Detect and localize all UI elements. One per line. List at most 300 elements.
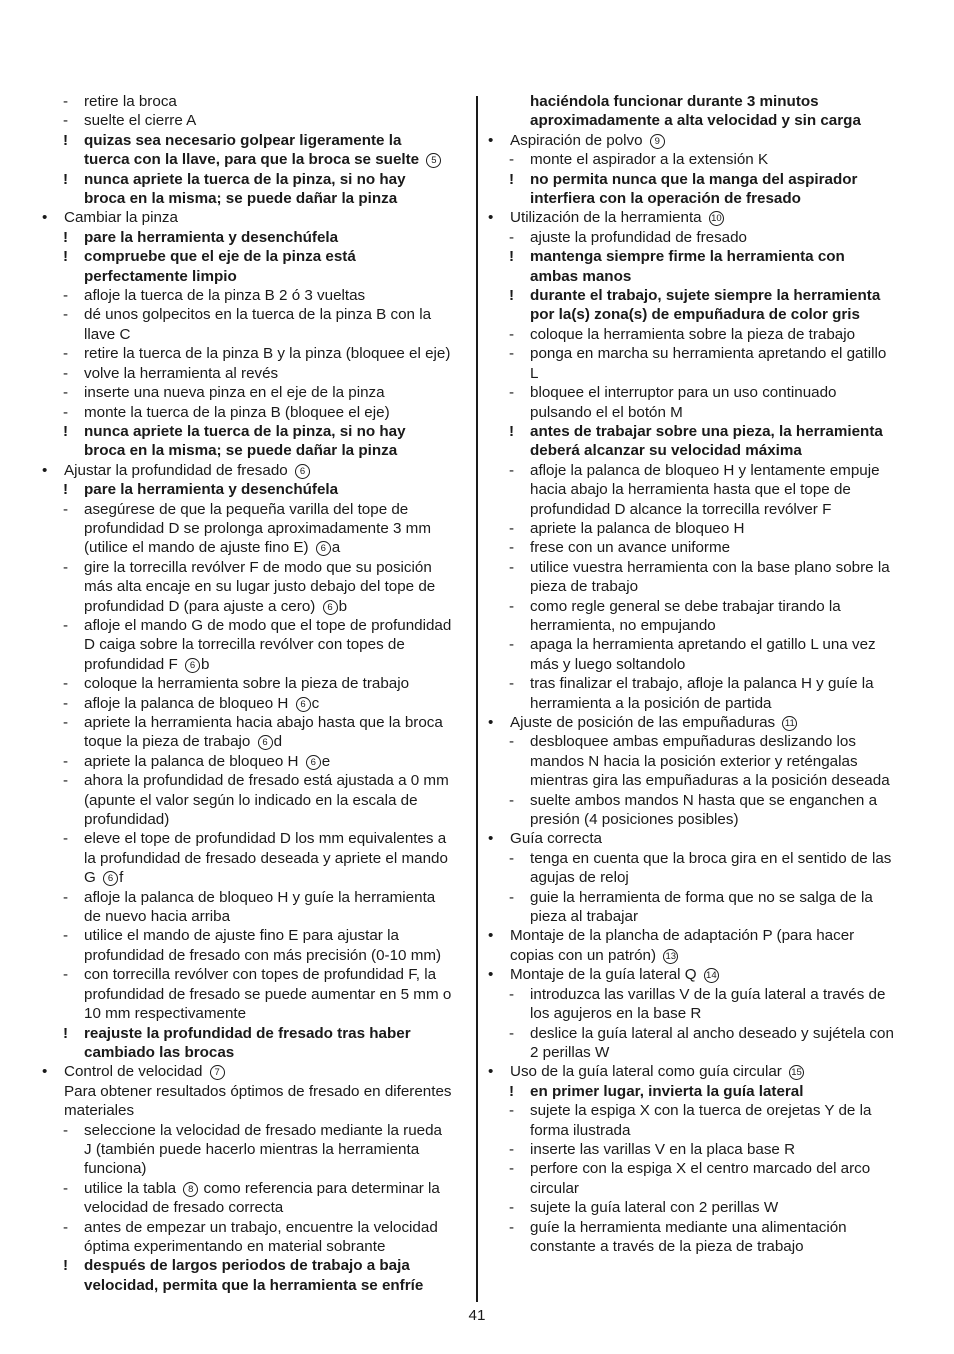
dash-icon: -: [509, 733, 515, 751]
continuation-line: [488, 752, 908, 771]
item-text: circular: [530, 1179, 579, 1197]
item-text: Aspiración de polvo: [510, 131, 643, 149]
dash-icon: -: [63, 558, 69, 576]
dash-icon: -: [63, 752, 69, 770]
figure-reference-icon: 8: [183, 1182, 198, 1197]
dash-item: [488, 597, 908, 616]
warning-item: [42, 422, 468, 441]
figure-reference-icon: 13: [663, 949, 678, 964]
item-text: dé unos golpecitos en la tuerca de la pinza B con la: [84, 306, 432, 324]
dash-icon: -: [63, 888, 69, 906]
warning-continuation-line: [488, 305, 908, 324]
item-text: forma ilustrada: [530, 1121, 631, 1139]
bullet-icon: •: [488, 927, 494, 945]
item-text: interfiera con la operación de fresado: [530, 190, 801, 208]
continuation-line: [488, 655, 908, 674]
dash-icon: -: [509, 461, 515, 479]
item-text: sujete la guía lateral con 2 perillas W: [530, 1199, 779, 1217]
dash-item: [42, 965, 468, 984]
continuation-line: [42, 810, 468, 829]
dash-icon: -: [509, 1199, 515, 1217]
dash-item: [42, 888, 468, 907]
continuation-line: [488, 1121, 908, 1140]
item-text: afloje la palanca de bloqueo H: [84, 694, 289, 712]
dash-icon: -: [63, 714, 69, 731]
warning-item: [42, 1024, 468, 1043]
paragraph-line: [42, 1101, 468, 1120]
item-text: volve la herramienta al revés: [84, 364, 279, 382]
dash-item: [42, 752, 468, 771]
item-text: pare la herramienta y desenchúfela: [84, 228, 339, 246]
item-text: D caiga sobre la torrecilla revólver con topes de: [84, 636, 405, 654]
continuation-line: [42, 325, 468, 344]
item-text: 10 mm respectivamente: [84, 1005, 247, 1023]
dash-item: [488, 150, 908, 169]
item-text: profundidad de fresado se puede aumentar en 5 mm o: [84, 985, 452, 1003]
bullet-item: [42, 1062, 468, 1081]
dash-icon: -: [63, 345, 69, 363]
item-text: reajuste la profundidad de fresado tras haber: [84, 1024, 411, 1042]
dash-icon: -: [63, 287, 69, 305]
figure-reference-suffix: c: [311, 694, 320, 712]
dash-item: [488, 1101, 908, 1120]
dash-item: [42, 616, 468, 635]
dash-icon: -: [63, 384, 69, 402]
item-text: los agujeros en la base R: [530, 1005, 702, 1023]
exclamation-icon: !: [63, 481, 69, 499]
item-text: profundidad D alcance la torrecilla revólver F: [530, 500, 832, 518]
continuation-line: [488, 771, 908, 790]
dash-item: [42, 344, 468, 363]
figure-reference-icon: 6: [258, 735, 273, 750]
item-text: Montaje de la plancha de adaptación P (para hacer: [510, 927, 855, 945]
dash-icon: -: [63, 500, 69, 518]
exclamation-icon: !: [509, 287, 515, 305]
item-text: broca en la misma; se puede dañar la pinza: [84, 190, 398, 208]
figure-reference-icon: 5: [426, 153, 441, 168]
dash-icon: -: [63, 112, 69, 130]
exclamation-icon: !: [63, 1257, 69, 1275]
dash-icon: -: [509, 519, 515, 537]
dash-item: [488, 791, 908, 810]
dash-item: [488, 1024, 908, 1043]
bullet-item: [42, 208, 468, 227]
warning-continuation-line: [42, 150, 468, 169]
item-text: Control de velocidad: [64, 1063, 203, 1081]
item-text: mandos N hacia la posición exterior y reténgalas: [530, 752, 858, 770]
item-text: compruebe que el eje de la pinza está: [84, 248, 356, 266]
warning-item: [42, 480, 468, 499]
figure-reference-suffix: e: [321, 752, 331, 770]
dash-icon: -: [509, 1024, 515, 1042]
dash-item: [488, 383, 908, 402]
dash-item: [42, 674, 468, 693]
warning-continuation-line: [42, 189, 468, 208]
figure-reference-icon: 15: [789, 1065, 804, 1080]
dash-item: [488, 674, 908, 693]
dash-item: [42, 694, 468, 713]
item-text: guíe la herramienta mediante una alimentación: [530, 1218, 847, 1236]
item-text: afloje el mando G de modo que el tope de profundidad: [84, 616, 452, 634]
continuation-line: [42, 985, 468, 1004]
item-text: suelte ambos mandos N hasta que se enganchen a: [530, 791, 878, 809]
bullet-icon: •: [488, 1063, 494, 1081]
warning-continuation-line: [42, 1276, 468, 1295]
continuation-line: [42, 519, 468, 538]
dash-item: [488, 849, 908, 868]
warning-item: [488, 170, 908, 189]
dash-item: [42, 558, 468, 577]
figure-reference-icon: 6: [103, 871, 118, 886]
dash-item: [42, 713, 468, 732]
continuation-line: [42, 791, 468, 810]
item-text: Ajuste de posición de las empuñaduras: [510, 714, 776, 731]
item-text: más y luego soltandolo: [530, 655, 686, 673]
exclamation-icon: !: [63, 228, 69, 246]
dash-icon: -: [63, 616, 69, 634]
continuation-line: [488, 577, 908, 596]
warning-continuation-line: [488, 111, 908, 130]
dash-icon: -: [509, 675, 515, 693]
item-text: presión (4 posiciones posibles): [530, 811, 739, 829]
dash-icon: -: [509, 597, 515, 615]
dash-item: [42, 364, 468, 383]
dash-item: [42, 1121, 468, 1140]
dash-icon: -: [509, 985, 515, 1003]
bullet-icon: •: [488, 131, 494, 149]
item-text: velocidad, permita que la herramienta se enfríe: [84, 1276, 424, 1294]
continuation-line: [488, 1004, 908, 1023]
dash-item: [488, 635, 908, 654]
exclamation-icon: !: [509, 248, 515, 266]
item-text: llave C: [84, 325, 131, 343]
dash-icon: -: [509, 1218, 515, 1236]
item-text: mientras gira las empuñaduras a la posición deseada: [530, 772, 890, 790]
item-text: toque la pieza de trabajo: [84, 733, 251, 751]
figure-reference-suffix: b: [338, 597, 348, 615]
item-text: deberá alcanzar su velocidad máxima: [530, 442, 802, 460]
continuation-line: [42, 1159, 468, 1178]
item-text: Utilización de la herramienta: [510, 209, 702, 227]
dash-icon: -: [63, 966, 69, 984]
warning-continuation-line: [488, 441, 908, 460]
item-text: perfore con la espiga X el centro marcado del arco: [530, 1160, 871, 1178]
item-text: con torrecilla revólver con topes de profundidad F, la: [84, 966, 437, 984]
dash-item: [488, 888, 908, 907]
continuation-line: [42, 577, 468, 596]
item-text: pare la herramienta y desenchúfela: [84, 481, 339, 499]
item-text: utilice el mando de ajuste fino E para ajustar la: [84, 927, 399, 945]
continuation-line: [488, 500, 908, 519]
bullet-icon: •: [488, 830, 494, 848]
item-text: cambiado las brocas: [84, 1043, 235, 1061]
item-text: durante el trabajo, sujete siempre la herramienta: [530, 287, 881, 305]
bullet-item: [488, 131, 908, 150]
item-text: antes de trabajar sobre una pieza, la herramienta: [530, 422, 883, 440]
exclamation-icon: !: [63, 1024, 69, 1042]
left-column: [42, 92, 468, 1295]
continuation-line: [488, 1179, 908, 1198]
continuation-line: [488, 694, 908, 713]
continuation-line: [488, 868, 908, 887]
item-text: copias con un patrón): [510, 946, 657, 964]
exclamation-icon: !: [509, 170, 515, 188]
exclamation-icon: !: [509, 422, 515, 440]
figure-reference-icon: 6: [323, 600, 338, 615]
bullet-icon: •: [488, 714, 494, 731]
figure-reference-icon: 6: [306, 755, 321, 770]
item-text: eleve el tope de profundidad D los mm equivalentes a: [84, 830, 447, 848]
item-text: utilice la tabla: [84, 1179, 177, 1197]
item-text: profundidad): [84, 811, 170, 829]
dash-item: [488, 228, 908, 247]
continuation-line: [488, 810, 908, 829]
figure-reference-icon: 14: [704, 968, 719, 983]
item-text: utilice vuestra herramienta con la base plano sobre la: [530, 558, 890, 576]
item-text: mantenga siempre firme la herramienta con: [530, 248, 845, 266]
warning-continuation-line: [488, 189, 908, 208]
dash-icon: -: [63, 675, 69, 693]
dash-icon: -: [509, 636, 515, 654]
continuation-line: [42, 1198, 468, 1217]
item-text: no permita nunca que la manga del aspirador: [530, 170, 858, 188]
item-text: Guía correcta: [510, 830, 603, 848]
item-text: apriete la herramienta hacia abajo hasta que la broca: [84, 714, 443, 731]
item-text: bloquee el interruptor para un uso continuado: [530, 384, 837, 402]
dash-icon: -: [509, 791, 515, 809]
item-text: J (también puede hacerlo mientras la herramienta: [84, 1140, 420, 1158]
item-text: desbloquee ambas empuñaduras deslizando los: [530, 733, 856, 751]
dash-item: [42, 771, 468, 790]
item-text: ajuste la profundidad de fresado: [530, 228, 748, 246]
item-text: por la(s) zona(s) de empuñadura de color gris: [530, 306, 860, 324]
item-text: (apunte el valor según lo indicado en la escala de: [84, 791, 418, 809]
dash-item: [488, 1159, 908, 1178]
figure-reference-suffix: f: [119, 869, 124, 887]
figure-reference-icon: 6: [316, 541, 331, 556]
item-text: nunca apriete la tuerca de la pinza, si no hay: [84, 170, 406, 188]
item-text: coloque la herramienta sobre la pieza de trabajo: [84, 675, 410, 693]
continuation-line: [488, 480, 908, 499]
item-text: funciona): [84, 1160, 147, 1178]
item-text: broca en la misma; se puede dañar la pinza: [84, 442, 398, 460]
continuation-line: [488, 616, 908, 635]
dash-icon: -: [63, 306, 69, 324]
item-text: afloje la palanca de bloqueo H y lentamente empuje: [530, 461, 880, 479]
dash-icon: -: [63, 403, 69, 421]
item-text: en primer lugar, invierta la guía lateral: [530, 1082, 804, 1100]
continuation-line: [42, 655, 468, 674]
bullet-item: [488, 829, 908, 848]
figure-reference-suffix: b: [200, 655, 210, 673]
dash-icon: -: [63, 927, 69, 945]
warning-item: [488, 422, 908, 441]
item-text: retire la tuerca de la pinza B y la pinza (bloquee el eje): [84, 345, 451, 363]
warning-continuation-line: [488, 92, 908, 111]
item-text: Uso de la guía lateral como guía circular: [510, 1063, 782, 1081]
continuation-line: [42, 1004, 468, 1023]
dash-icon: -: [509, 151, 515, 169]
dash-icon: -: [63, 93, 69, 110]
bullet-icon: •: [42, 1063, 48, 1081]
dash-item: [42, 403, 468, 422]
continuation-line: [42, 732, 468, 751]
dash-icon: -: [509, 558, 515, 576]
item-text: gire la torrecilla revólver F de modo que su posición: [84, 558, 432, 576]
item-text: Para obtener resultados óptimos de fresado en diferentes: [64, 1082, 452, 1100]
item-text: nunca apriete la tuerca de la pinza, si no hay: [84, 422, 406, 440]
warning-continuation-line: [42, 1043, 468, 1062]
item-text: coloque la herramienta sobre la pieza de trabajo: [530, 325, 856, 343]
dash-icon: -: [63, 772, 69, 790]
dash-item: [42, 305, 468, 324]
figure-reference-suffix: d: [273, 733, 283, 751]
dash-item: [488, 461, 908, 480]
dash-icon: -: [509, 1102, 515, 1120]
bullet-item: [42, 461, 468, 480]
item-text: profundidad de fresado con más precisión (0-10 mm): [84, 946, 442, 964]
item-text: Cambiar la pinza: [64, 209, 178, 227]
item-text: herramienta a la posición de partida: [530, 694, 772, 712]
figure-reference-icon: 10: [709, 211, 724, 226]
dash-icon: -: [509, 1140, 515, 1158]
dash-item: [42, 829, 468, 848]
item-text: tras finalizar el trabajo, afloje la palanca H y guíe la: [530, 675, 874, 693]
dash-icon: -: [509, 384, 515, 402]
bullet-icon: •: [42, 209, 48, 227]
dash-item: [488, 985, 908, 1004]
warning-continuation-line: [42, 441, 468, 460]
continuation-line: [488, 364, 908, 383]
right-column: [488, 92, 908, 1256]
item-text: antes de empezar un trabajo, encuentre la velocidad: [84, 1218, 438, 1236]
exclamation-icon: !: [63, 248, 69, 266]
bullet-item: [488, 926, 908, 945]
item-text: Montaje de la guía lateral Q: [510, 966, 697, 984]
bullet-item: [488, 965, 908, 984]
exclamation-icon: !: [509, 1082, 515, 1100]
figure-reference-icon: 6: [295, 464, 310, 479]
dash-icon: -: [63, 364, 69, 382]
continuation-line: [42, 868, 468, 887]
item-text: inserte una nueva pinza en el eje de la pinza: [84, 384, 385, 402]
item-text: materiales: [64, 1102, 135, 1120]
continuation-line: [488, 907, 908, 926]
item-text: constante a través de la pieza de trabajo: [530, 1237, 804, 1255]
bullet-item: [488, 208, 908, 227]
warning-continuation-line: [488, 267, 908, 286]
warning-item: [42, 1256, 468, 1275]
dash-item: [42, 92, 468, 111]
item-text: pulsando el el botón M: [530, 403, 683, 421]
dash-item: [488, 519, 908, 538]
figure-reference-icon: 6: [185, 658, 200, 673]
exclamation-icon: !: [63, 422, 69, 440]
dash-item: [488, 1140, 908, 1159]
item-text: profundidad D se prolonga aproximadamente 3 mm: [84, 519, 431, 537]
item-text: profundidad F: [84, 655, 178, 673]
dash-item: [42, 926, 468, 945]
continuation-line: [42, 907, 468, 926]
item-text: pieza de trabajo: [530, 578, 639, 596]
item-text: agujas de reloj: [530, 869, 629, 887]
item-text: profundidad D (para ajuste a cero): [84, 597, 316, 615]
item-text: ponga en marcha su herramienta apretando el gatillo: [530, 345, 887, 363]
figure-reference-icon: 11: [782, 716, 797, 731]
dash-item: [42, 500, 468, 519]
item-text: guie la herramienta de forma que no se salga de la: [530, 888, 873, 906]
bullet-item: [488, 1062, 908, 1081]
warning-item: [488, 286, 908, 305]
item-text: más alta encaje en su lugar justo debajo del tope de: [84, 578, 436, 596]
continuation-line: [42, 946, 468, 965]
paragraph-line: [42, 1082, 468, 1101]
continuation-line: [42, 597, 468, 616]
dash-item: [488, 1218, 908, 1237]
item-text: frese con un avance uniforme: [530, 539, 731, 557]
continuation-line: [42, 1237, 468, 1256]
item-text: ahora la profundidad de fresado está ajustada a 0 mm: [84, 772, 449, 790]
continuation-line: [42, 538, 468, 557]
item-text: quizas sea necesario golpear ligeramente la: [84, 131, 402, 149]
item-text: sujete la espiga X con la tuerca de orejetas Y de la: [530, 1102, 872, 1120]
dash-icon: -: [509, 539, 515, 557]
item-text: deslice la guía lateral al ancho deseado y sujétela con: [530, 1024, 894, 1042]
item-text: apriete la palanca de bloqueo H: [84, 752, 299, 770]
continuation-line: [488, 403, 908, 422]
figure-reference-suffix: como referencia para determinar la: [203, 1179, 440, 1197]
item-text: seleccione la velocidad de fresado mediante la rueda: [84, 1121, 442, 1139]
item-text: la profundidad de fresado deseada y apriete el mando: [84, 849, 448, 867]
item-text: aproximadamente a alta velocidad y sin carga: [530, 112, 861, 130]
item-text: óptima experimentando en material sobrante: [84, 1237, 386, 1255]
item-text: hacia abajo la herramienta hasta que el tope de: [530, 481, 851, 499]
dash-item: [42, 111, 468, 130]
dash-icon: -: [63, 1179, 69, 1197]
item-text: apriete la palanca de bloqueo H: [530, 519, 745, 537]
item-text: Ajustar la profundidad de fresado: [64, 461, 288, 479]
warning-item: [42, 170, 468, 189]
item-text: 2 perillas W: [530, 1043, 610, 1061]
dash-icon: -: [509, 345, 515, 363]
exclamation-icon: !: [63, 170, 69, 188]
continuation-line: [42, 849, 468, 868]
warning-item: [42, 131, 468, 150]
dash-icon: -: [63, 694, 69, 712]
warning-continuation-line: [42, 267, 468, 286]
item-text: pieza al trabajar: [530, 908, 639, 926]
exclamation-icon: !: [63, 131, 69, 149]
item-text: monte el aspirador a la extensión K: [530, 151, 769, 169]
figure-reference-icon: 6: [296, 697, 311, 712]
dash-icon: -: [63, 830, 69, 848]
dash-icon: -: [509, 888, 515, 906]
bullet-icon: •: [42, 461, 48, 479]
dash-icon: -: [509, 325, 515, 343]
bullet-icon: •: [488, 209, 494, 227]
paragraph-line: [488, 946, 908, 965]
warning-item: [42, 228, 468, 247]
item-text: apaga la herramienta apretando el gatillo L una vez: [530, 636, 876, 654]
item-text: después de largos periodos de trabajo a baja: [84, 1257, 410, 1275]
dash-item: [42, 1218, 468, 1237]
item-text: de nuevo hacia arriba: [84, 908, 231, 926]
figure-reference-icon: 9: [650, 134, 665, 149]
dash-icon: -: [509, 1160, 515, 1178]
item-text: perfectamente limpio: [84, 267, 237, 285]
item-text: L: [530, 364, 539, 382]
item-text: tenga en cuenta que la broca gira en el sentido de las: [530, 849, 892, 867]
